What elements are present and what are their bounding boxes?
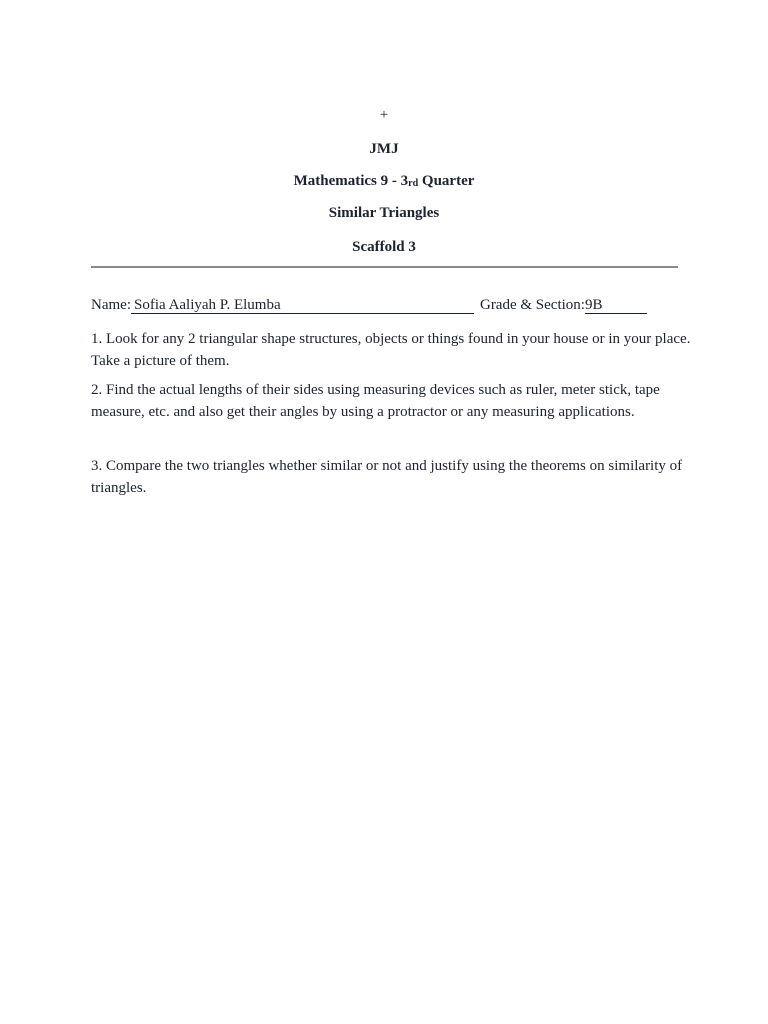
student-info-row [91, 296, 647, 314]
cross-symbol: + [379, 107, 389, 123]
scaffold-label: Scaffold 3 [352, 239, 416, 255]
title-ordinal: rd [408, 178, 419, 189]
title-suffix: Quarter [418, 173, 475, 189]
page-subtitle: Similar Triangles [328, 205, 440, 221]
header-divider [91, 266, 678, 268]
instruction-item: 2. Find the actual lengths of their sides using measuring devices such as ruler, meter stick, tape measure, etc. and also get their angles by using a protractor or any measuring applications. [91, 382, 660, 420]
instruction-item: 1. Look for any 2 triangular shape structures, objects or things found in your house or in your place. Take a picture of them. [91, 331, 691, 369]
grade-field: 9B [585, 297, 647, 314]
name-label: Name: [91, 297, 131, 313]
name-field: Sofia Aaliyah P. Elumba [131, 297, 474, 314]
grade-label: Grade & Section: [479, 297, 585, 313]
page-title [0, 172, 768, 193]
title-prefix: Mathematics 9 - 3 [293, 173, 409, 189]
jmj-heading: JMJ [369, 141, 399, 157]
instruction-item: 3. Compare the two triangles whether similar or not and justify using the theorems on similarity of triangles. [91, 458, 683, 496]
